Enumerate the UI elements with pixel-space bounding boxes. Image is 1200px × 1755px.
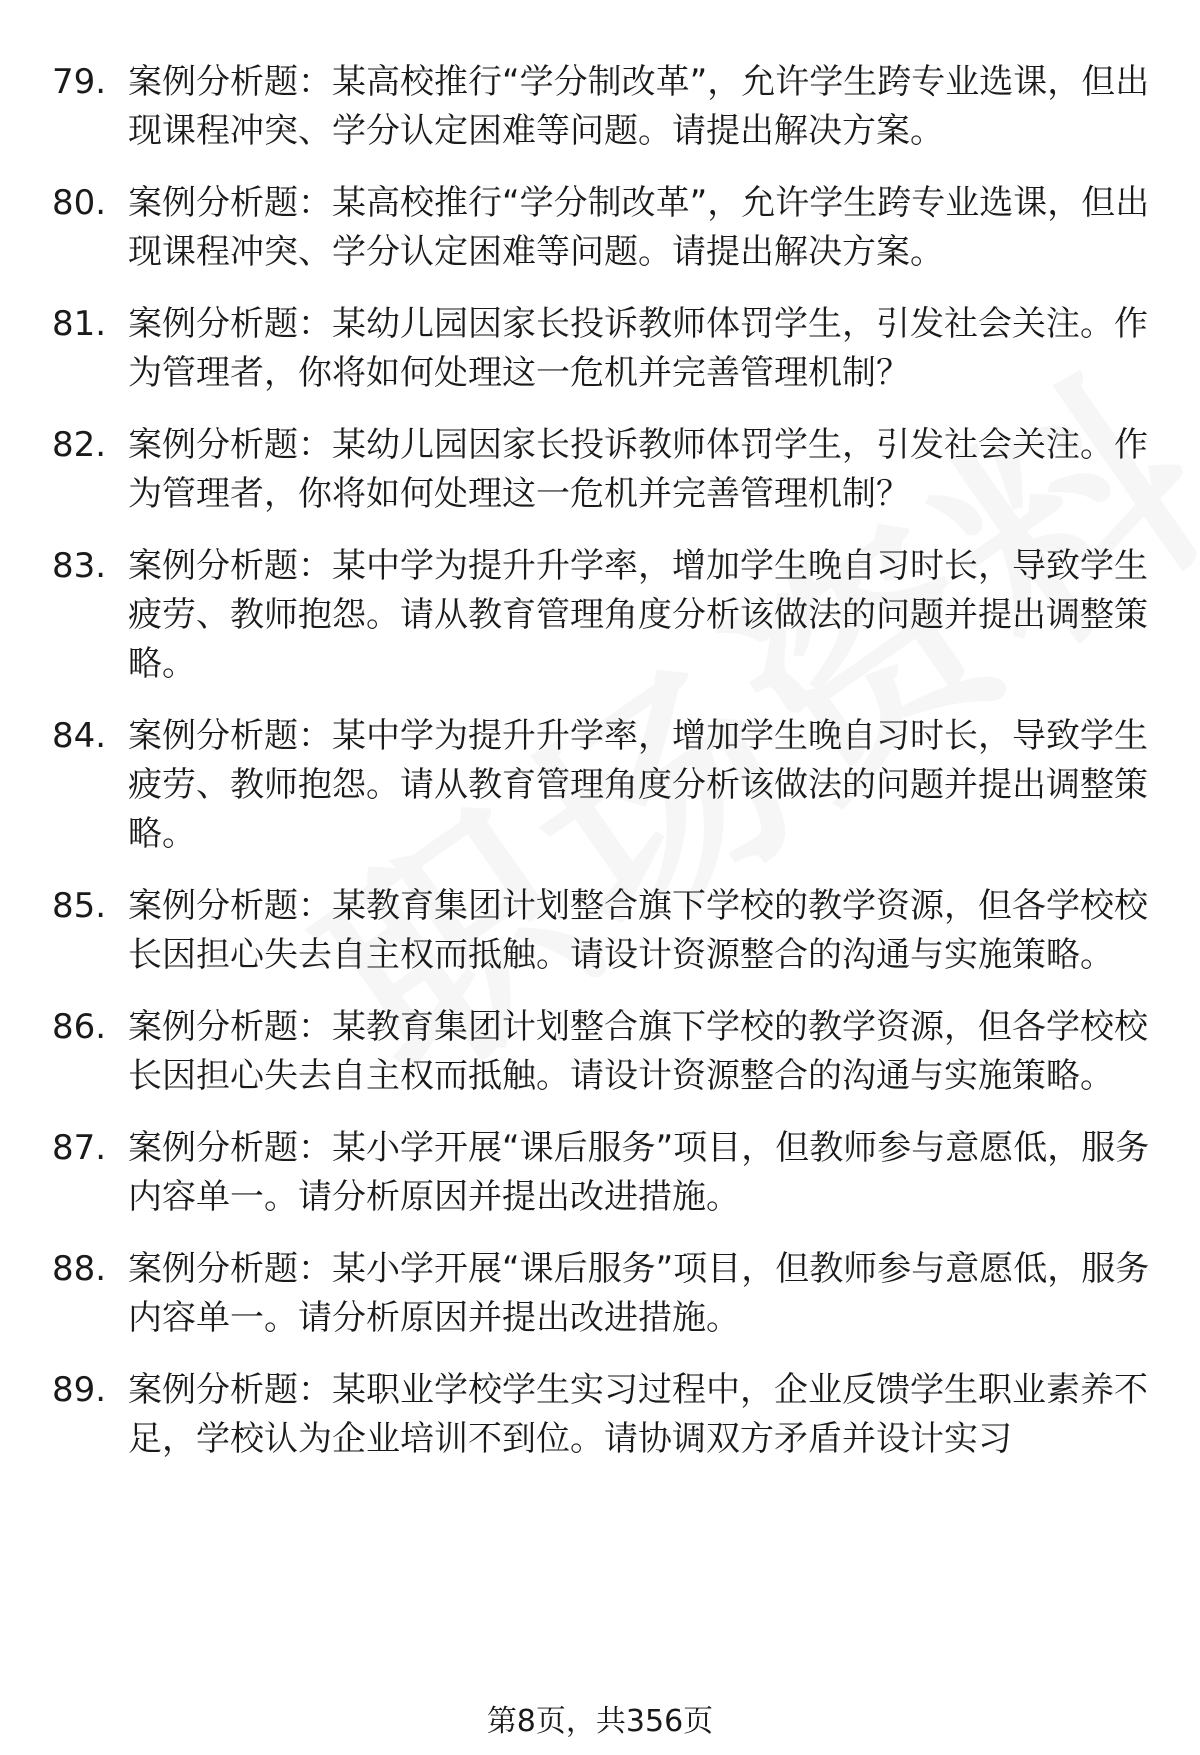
question-item	[52, 542, 1152, 689]
question-text: 案例分析题：某小学开展“课后服务”项目，但教师参与意愿低，服务内容单一。请分析原因并提出改进措施。	[128, 1249, 1150, 1338]
question-item	[52, 179, 1152, 277]
question-item	[52, 58, 1152, 156]
question-item	[52, 1245, 1152, 1343]
question-text: 案例分析题：某高校推行“学分制改革”，允许学生跨专业选课，但出现课程冲突、学分认定困难等问题。请提出解决方案。	[128, 183, 1150, 272]
question-item	[52, 421, 1152, 519]
question-number: 87.	[52, 1128, 107, 1168]
question-number: 89.	[52, 1370, 107, 1410]
question-text: 案例分析题：某幼儿园因家长投诉教师体罚学生，引发社会关注。作为管理者，你将如何处理这一危机并完善管理机制？	[128, 425, 1148, 514]
question-number: 83.	[52, 546, 107, 586]
question-number: 79.	[52, 62, 107, 102]
question-text: 案例分析题：某中学为提升升学率，增加学生晚自习时长，导致学生疲劳、教师抱怨。请从教育管理角度分析该做法的问题并提出调整策略。	[128, 546, 1148, 684]
question-item	[52, 712, 1152, 859]
question-text: 案例分析题：某幼儿园因家长投诉教师体罚学生，引发社会关注。作为管理者，你将如何处理这一危机并完善管理机制？	[128, 304, 1148, 393]
question-text: 案例分析题：某教育集团计划整合旗下学校的教学资源，但各学校校长因担心失去自主权而抵触。请设计资源整合的沟通与实施策略。	[128, 886, 1148, 975]
question-number: 86.	[52, 1007, 107, 1047]
question-text: 案例分析题：某职业学校学生实习过程中，企业反馈学生职业素养不足，学校认为企业培训不到位。请协调双方矛盾并设计实习	[128, 1370, 1148, 1459]
question-number: 82.	[52, 425, 107, 465]
question-item	[52, 882, 1152, 980]
question-item	[52, 1124, 1152, 1222]
question-text: 案例分析题：某高校推行“学分制改革”，允许学生跨专业选课，但出现课程冲突、学分认定困难等问题。请提出解决方案。	[128, 62, 1150, 151]
question-number: 88.	[52, 1249, 107, 1289]
question-text: 案例分析题：某小学开展“课后服务”项目，但教师参与意愿低，服务内容单一。请分析原因并提出改进措施。	[128, 1128, 1150, 1217]
question-number: 81.	[52, 304, 107, 344]
page-footer: 第8页，共356页	[486, 1704, 714, 1739]
question-text: 案例分析题：某中学为提升升学率，增加学生晚自习时长，导致学生疲劳、教师抱怨。请从教育管理角度分析该做法的问题并提出调整策略。	[128, 716, 1148, 854]
question-item	[52, 1003, 1152, 1101]
question-number: 84.	[52, 716, 107, 756]
question-number: 80.	[52, 183, 107, 223]
question-item	[52, 1366, 1152, 1464]
question-number: 85.	[52, 886, 107, 926]
question-text: 案例分析题：某教育集团计划整合旗下学校的教学资源，但各学校校长因担心失去自主权而抵触。请设计资源整合的沟通与实施策略。	[128, 1007, 1148, 1096]
question-list	[52, 58, 1152, 1487]
question-item	[52, 300, 1152, 398]
